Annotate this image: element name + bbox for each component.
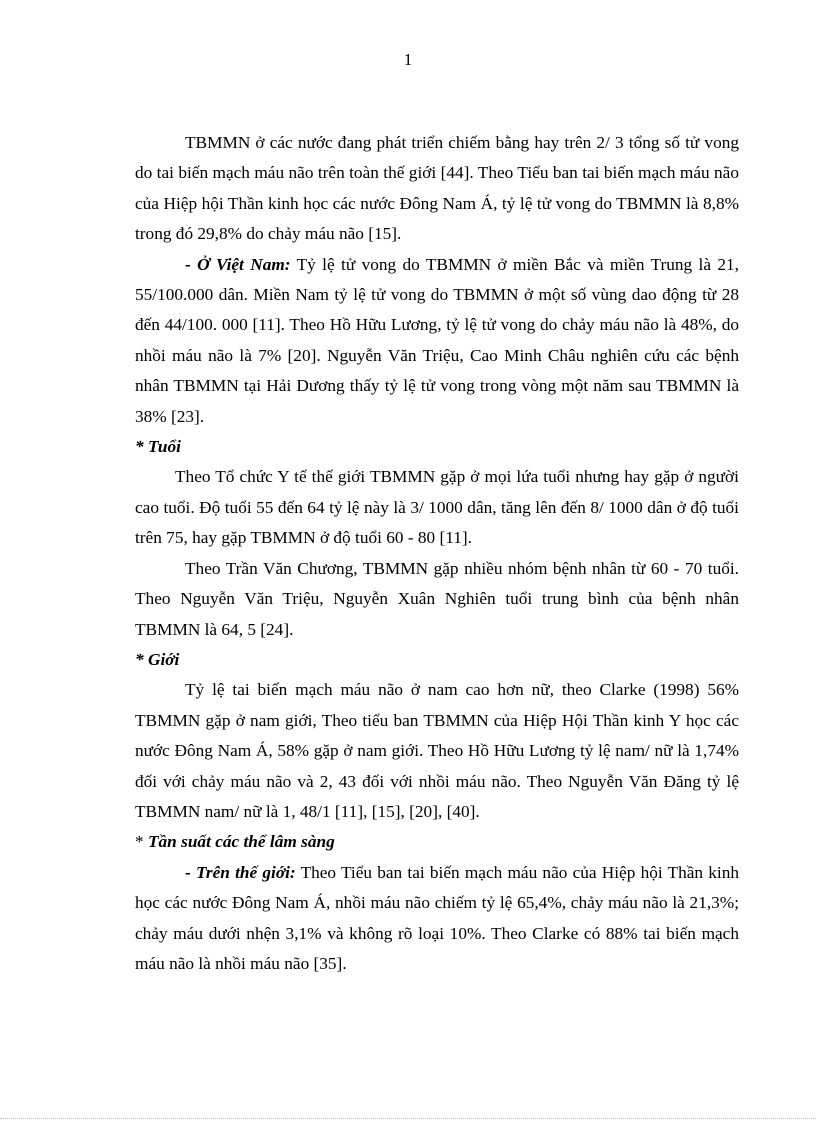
paragraph-mortality-developing: TBMMN ở các nước đang phát triển chiếm bằng hay trên 2/ 3 tổng số tử vong do tai biến mạch máu não trên toàn thế giới [44]. Theo Tiểu ban tai biến mạch máu não của Hiệp hội Thần kinh học các nước Đông Nam Á, tỷ lệ tử vong do TBMMN là 8,8% trong đó 29,8% do chảy máu não [15]. — [135, 133, 739, 244]
heading-clinical-frequency — [135, 827, 739, 857]
heading-star: * — [135, 832, 148, 852]
vietnam-lead: Ở Việt Nam: — [197, 254, 291, 274]
paragraph-gender: Tỷ lệ tai biến mạch máu não ở nam cao hơn nữ, theo Clarke (1998) 56% TBMMN gặp ở nam giới, Theo tiểu ban TBMMN của Hiệp Hội Thần kinh Y học các nước Đông Nam Á, 58% gặp ở nam giới. Theo Hồ Hữu Lương tỷ lệ nam/ nữ là 1,74% đối với chảy máu não và 2, 43 đối với nhồi máu não. Theo Nguyễn Văn Đăng tỷ lệ TBMMN nam/ nữ là 1, 48/1 [11], [15], [20], [40]. — [135, 680, 739, 821]
document-body — [135, 128, 739, 979]
page-number: 1 — [403, 50, 413, 69]
vietnam-text: Tỷ lệ tử vong do TBMMN ở miền Bắc và miền Trung là 21, 55/100.000 dân. Miền Nam tỷ lệ tử vong do TBMMN ở một số vùng dao động từ 28 đến 44/100. 000 [11]. Theo Hồ Hữu Lương, tỷ lệ tử vong do chảy máu não là 48%, do nhồi máu não là 7% [20]. Nguyễn Văn Triệu, Cao Minh Châu nghiên cứu các bệnh nhân TBMMN tại Hải Dương thấy tỷ lệ tử vong trong vòng một năm sau TBMMN là 38% [23]. — [135, 254, 739, 426]
page-bottom-divider — [0, 1118, 816, 1119]
world-lead: Trên thế giới: — [195, 862, 296, 882]
heading-gender: * Giới — [135, 649, 180, 669]
paragraph-vietnam-mortality — [135, 250, 739, 432]
paragraph-age-who: Theo Tổ chức Y tế thế giới TBMMN gặp ở mọi lứa tuổi nhưng hay gặp ở người cao tuổi. Độ tuổi 55 đến 64 tỷ lệ này là 3/ 1000 dân, tăng lên đến 8/ 1000 dân ở độ tuổi trên 75, hay gặp TBMMN ở độ tuổi 60 - 80 [11]. — [135, 467, 739, 548]
dash-prefix: - — [185, 862, 196, 882]
heading-clinical-frequency-text: Tần suất các thể lâm sàng — [147, 832, 335, 852]
world-text: Theo Tiểu ban tai biến mạch máu não của Hiệp hội Thần kinh học các nước Đông Nam Á, nhồi máu não chiếm tỷ lệ 65,4%, chảy máu não là 21,3%; chảy máu dưới nhện 3,1% và không rõ loại 10%. Theo Clarke có 88% tai biến mạch máu não là nhồi máu não [35]. — [135, 862, 739, 973]
heading-age: * Tuổi — [135, 437, 181, 457]
paragraph-world-frequency — [135, 858, 739, 980]
paragraph-age-chuong: Theo Trần Văn Chương, TBMMN gặp nhiều nhóm bệnh nhân từ 60 - 70 tuổi. Theo Nguyễn Văn Triệu, Nguyễn Xuân Nghiên tuổi trung bình của bệnh nhân TBMMN là 64, 5 [24]. — [135, 558, 739, 639]
dash-prefix: - — [185, 254, 198, 274]
